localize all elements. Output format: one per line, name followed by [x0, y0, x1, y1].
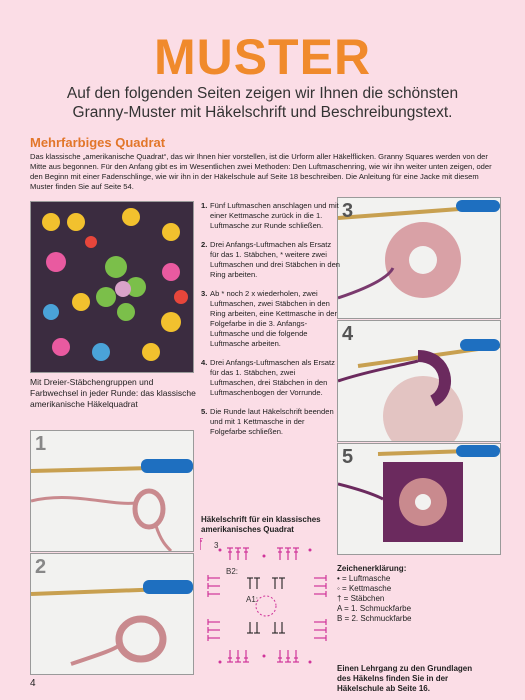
granny-square-photo	[30, 201, 194, 373]
legend-heading: Zeichenerklärung:	[337, 564, 407, 573]
step-item-1	[201, 201, 341, 231]
symbol-legend	[337, 564, 497, 624]
step-item-4	[201, 358, 341, 398]
crochet-chart	[200, 538, 330, 673]
crochet-chart-diagram	[200, 538, 330, 673]
legend-item: • = Luftmasche	[337, 574, 391, 583]
step-item-number: 5.	[201, 407, 208, 416]
crochet-chart-title: Häkelschrift für ein klassisches amerikanisches Quadrat	[201, 515, 321, 534]
step-photo-5	[337, 443, 501, 555]
page-subtitle: Auf den folgenden Seiten zeigen wir Ihnen die schönsten Granny-Muster mit Häkelschrift und Beschreibungstext.	[66, 85, 459, 121]
chart-label-b2: B2:	[226, 567, 239, 576]
step-photo-2	[30, 553, 194, 675]
step-photo-3	[337, 197, 501, 319]
step-number-1: 1	[35, 433, 47, 455]
step-number-3: 3	[342, 200, 354, 222]
step-item-number: 4.	[201, 358, 208, 367]
legend-item: A = 1. Schmuckfarbe	[337, 604, 412, 613]
page-number: 4	[30, 678, 36, 689]
legend-item: † = Stäbchen	[337, 594, 385, 603]
step-item-5	[201, 407, 341, 437]
hook-with-stitches-image	[31, 554, 193, 674]
step-item-text: Drei Anfangs-Luftmachen als Ersatz für das 1. Stäbchen, * weitere zwei Luftmaschen und drei Stäbchen in den Ring arbeiten.	[210, 240, 341, 279]
first-round-image	[338, 198, 500, 318]
second-round-image	[338, 321, 500, 441]
step-item-text: Die Runde laut Häkelschrift beenden und mit 1 Kettmasche in der Folgefarbe schließen.	[210, 407, 334, 436]
step-number-2: 2	[35, 556, 47, 578]
step-item-text: Ab * noch 2 x wiederholen, zwei Luftmaschen, zwei Stäbchen in den Ring arbeiten, eine Kettmasche in der Folgefarbe in die 3. Anfangs-Luftmasche und die folgende Luftmasche arbeiten.	[210, 289, 338, 348]
step-item-3	[201, 289, 341, 349]
finished-square-image	[338, 444, 500, 554]
step-item-text: Drei Anfangs-Luftmaschen als Ersatz für das 1. Stäbchen, zwei Luftmaschen, drei Stäbchen in den Luftmaschenbogen der Vorrunde.	[210, 358, 335, 397]
step-number-4: 4	[342, 323, 354, 345]
step-item-number: 2.	[201, 240, 208, 249]
hook-with-ring-image	[31, 431, 193, 551]
legend-item: B = 2. Schmuckfarbe	[337, 614, 412, 623]
step-item-number: 3.	[201, 289, 208, 298]
step-photo-1	[30, 430, 194, 552]
instruction-steps	[201, 201, 341, 446]
step-item-2	[201, 240, 341, 280]
section-intro: Das klassische „amerikanische Quadrat“, das wir Ihnen hier vorstellen, ist die Urform aller Häkelflicken. Granny Squares werden von der Mitte aus begonnen. Für den Anfang gibt es im Wesentlichen zwei Methoden: Den Luftmaschenring, wie wir ihn weiter unten zeigen, oder den Beginn mit einer Fadenschlinge, wie wir ihn in der Häkelschule auf Seite 18 beschreiben. Die Anleitung für eine Jacke mit diesem Muster finden Sie auf Seite 54.	[30, 152, 492, 191]
legend-item: ◦ = Kettmasche	[337, 584, 392, 593]
chart-label-a1: A1:	[246, 595, 259, 604]
step-number-5: 5	[342, 446, 354, 468]
step-photo-4	[337, 320, 501, 442]
step-item-text: Fünf Luftmaschen anschlagen und mit einer Kettmasche zurück in die 1. Luftmasche zur Runde schließen.	[210, 201, 339, 230]
footnote: Einen Lehrgang zu den Grundlagen des Häkelns finden Sie in der Häkelschule ab Seite 16.	[337, 664, 473, 693]
granny-squares-image	[31, 202, 193, 372]
main-photo-caption: Mit Dreier-Stäbchengruppen und Farbwechsel in jeder Runde: das klassische amerikanische Häkelquadrat	[30, 377, 196, 409]
page-title: MUSTER	[153, 29, 372, 85]
chart-label-3: 3	[214, 541, 219, 550]
step-item-number: 1.	[201, 201, 208, 210]
section-title: Mehrfarbiges Quadrat	[30, 135, 166, 150]
